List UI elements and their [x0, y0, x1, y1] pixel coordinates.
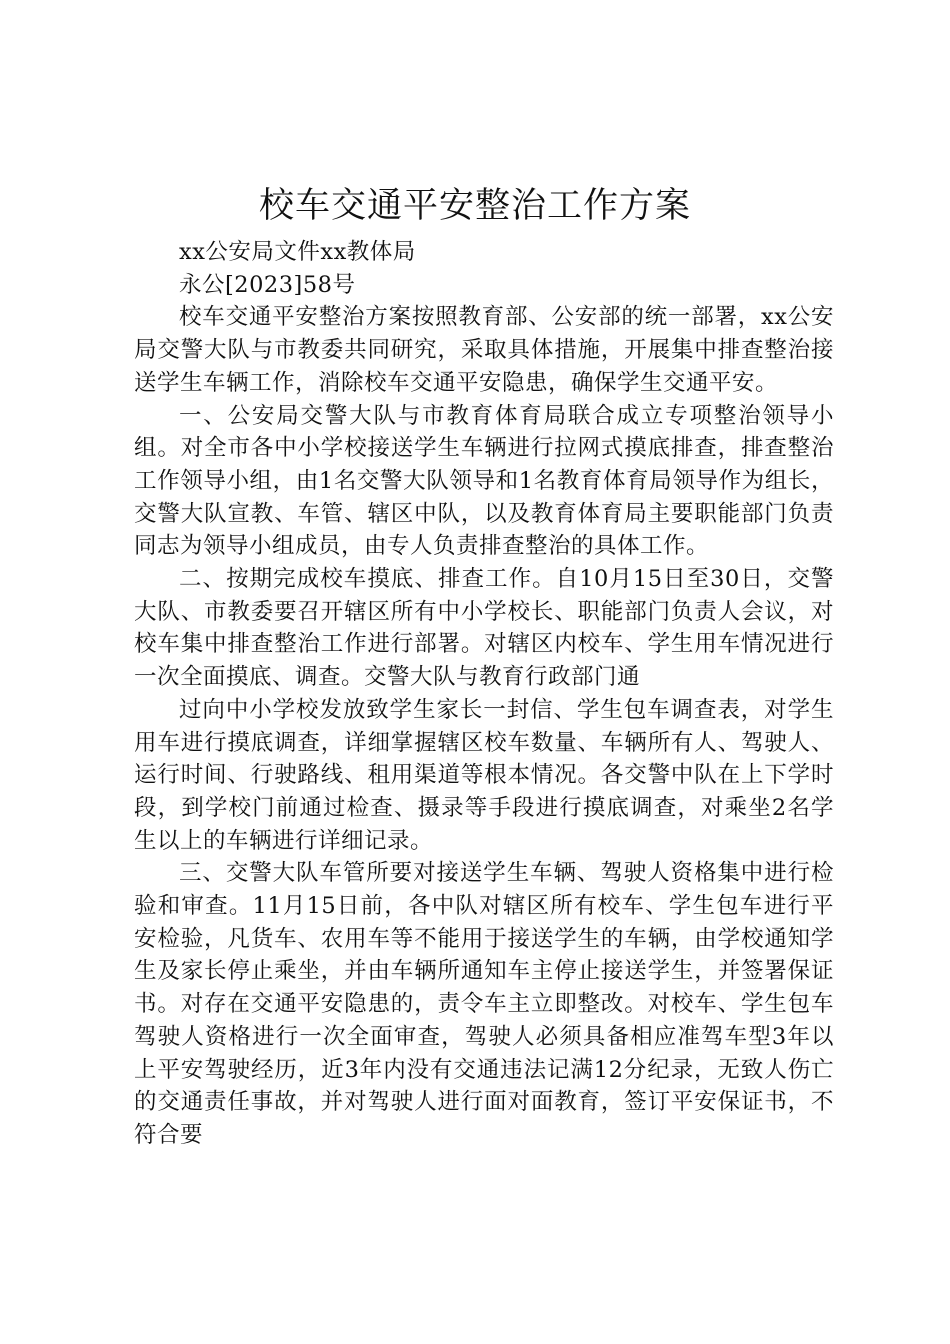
header-line-issuers: xx公安局文件xx教体局 [179, 239, 416, 265]
header-line-doc-number: 永公[2023]58号 [179, 271, 356, 298]
paragraph-section-1: 一、公安局交警大队与市教育体育局联合成立专项整治领导小组。对全市各中小学校接送学生车辆进行拉网式摸底排查，排查整治工作领导小组，由1名交警大队领导和1名教育体育局领导作为组长，交警大队宣教、车管、辖区中队，以及教育体育局主要职能部门负责同志为领导小组成员，由专人负责排查整治的具体工作。 [134, 402, 834, 560]
paragraph-section-2-continued: 过向中小学校发放致学生家长一封信、学生包车调查表，对学生用车进行摸底调查，详细掌握辖区校车数量、车辆所有人、驾驶人、运行时间、行驶路线、租用渠道等根本情况。各交警中队在上下学时段，到学校门前通过检查、摄录等手段进行摸底调查，对乘坐2名学生以上的车辆进行详细记录。 [134, 696, 834, 854]
document-body [134, 236, 834, 1152]
paragraph-section-3: 三、交警大队车管所要对接送学生车辆、驾驶人资格集中进行检验和审查。11月15日前，各中队对辖区所有校车、学生包车进行平安检验，凡货车、农用车等不能用于接送学生的车辆，由学校通知学生及家长停止乘坐，并由车辆所通知车主停止接送学生，并签署保证书。对存在交通平安隐患的，责令车主立即整改。对校车、学生包车驾驶人资格进行一次全面审查，驾驶人必须具备相应准驾车型3年以上平安驾驶经历，近3年内没有交通违法记满12分纪录，无致人伤亡的交通责任事故，并对驾驶人进行面对面教育，签订平安保证书，不符合要 [134, 860, 834, 1148]
document-title: 校车交通平安整治工作方案 [258, 186, 691, 226]
paragraph-intro: 校车交通平安整治方案按照教育部、公安部的统一部署，xx公安局交警大队与市教委共同研究，采取具体措施，开展集中排查整治接送学生车辆工作，消除校车交通平安隐患，确保学生交通平安。 [134, 304, 834, 396]
paragraph-section-2: 二、按期完成校车摸底、排查工作。自10月15日至30日，交警大队、市教委要召开辖区所有中小学校长、职能部门负责人会议，对校车集中排查整治工作进行部署。对辖区内校车、学生用车情况进行一次全面摸底、调查。交警大队与教育行政部门通 [134, 566, 834, 691]
